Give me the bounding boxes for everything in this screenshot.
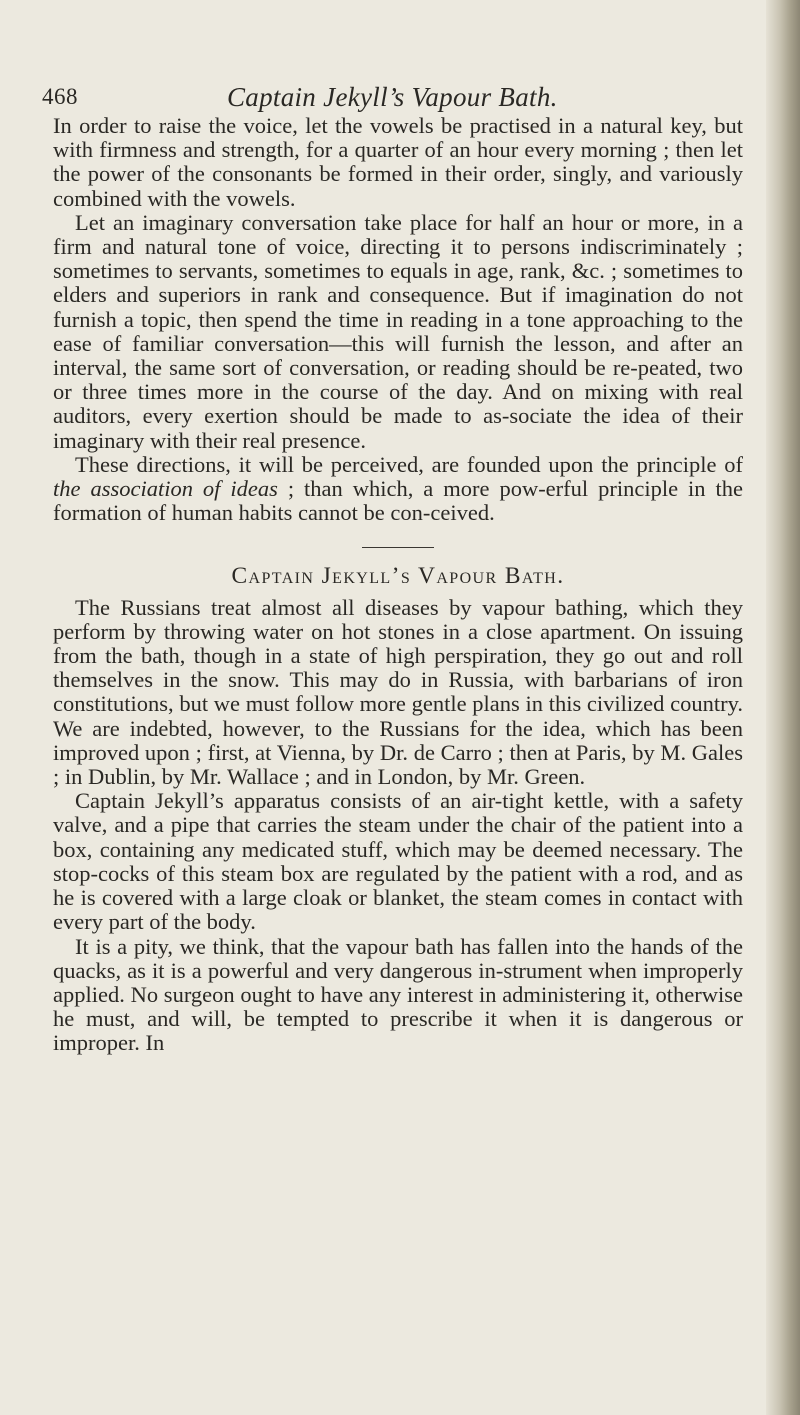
page-number: 468: [42, 84, 78, 109]
body-text: [53, 114, 743, 1056]
section-heading: Captain Jekyll’s Vapour Bath.: [231, 563, 565, 590]
paragraph-6: It is a pity, we think, that the vapour bath has fallen into the hands of the quacks, as it is a powerful and very dangerous in-strument when improperly applied. No surgeon ought to have any interest in administering it, otherwise he must, and will, be tempted to prescribe it when it is dangerous or improper. In: [53, 933, 743, 1056]
paragraph-5: Captain Jekyll’s apparatus consists of an air-tight kettle, with a safety valve, and a pipe that carries the steam under the chair of the patient into a box, containing any medicated stuff, which may be deemed necessary. The stop-cocks of this steam box are regulated by the patient with a rod, and as he is covered with a large cloak or blanket, the steam comes in contact with every part of the body.: [53, 788, 743, 935]
section-divider: [362, 547, 434, 548]
paragraph-3-italic-phrase: the association of ideas: [53, 476, 278, 502]
paragraph-4: The Russians treat almost all diseases by vapour bathing, which they perform by throwing water on hot stones in a close apartment. On issuing from the bath, though in a state of high perspiration, they go out and roll themselves in the snow. This may do in Russia, with barbarians of iron constitutions, but we must follow more gentle plans in this civilized country. We are indebted, however, to the Russians for the idea, which has been improved upon ; first, at Vienna, by Dr. de Carro ; then at Paris, by M. Gales ; in Dublin, by Mr. Wallace ; and in London, by Mr. Green.: [53, 594, 743, 790]
paragraph-1: In order to raise the voice, let the vowels be practised in a natural key, but with firmness and strength, for a quarter of an hour every morning ; then let the power of the consonants be formed in their order, singly, and variously combined with the vowels.: [53, 113, 743, 211]
paragraph-3: [53, 453, 743, 526]
paragraph-3-text-start: These directions, it will be perceived, are founded upon the principle of: [75, 451, 743, 477]
page-edge: [766, 0, 800, 1415]
paragraph-2: Let an imaginary conversation take place for half an hour or more, in a firm and natural tone of voice, directing it to persons indiscriminately ; sometimes to servants, sometimes to equals in age, rank, &c. ; sometimes to elders and superiors in rank and consequence. But if imagination do not furnish a topic, then spend the time in reading in a tone approaching to the ease of familiar conversation—this will furnish the lesson, and after an interval, the same sort of conversation, or reading should be re-peated, two or three times more in the course of the day. And on mixing with real auditors, every exertion should be made to as-sociate the idea of their imaginary with their real presence.: [53, 209, 743, 453]
paragraph-3-text-end: ; than which, a more pow-erful principle in the formation of human habits cannot be con-ceived.: [53, 476, 743, 526]
running-title: Captain Jekyll’s Vapour Bath.: [227, 82, 558, 112]
